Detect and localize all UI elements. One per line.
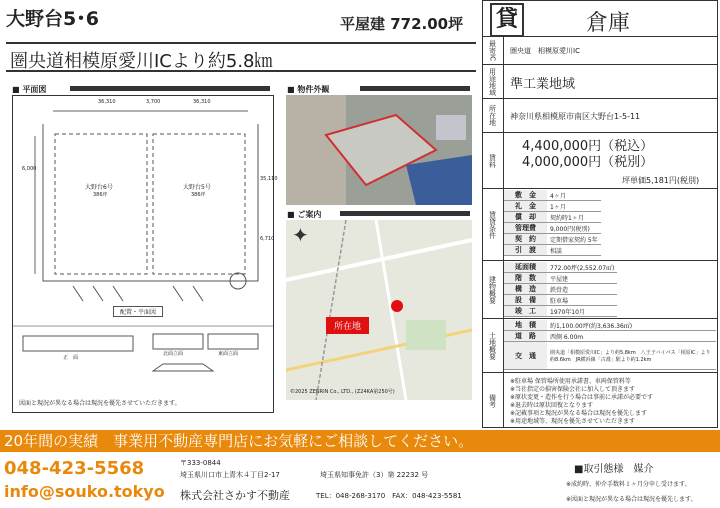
company-name: 株式会社さかす不動産 [180,489,290,502]
row-label: 所在地 [482,99,504,132]
row-ic [482,36,718,64]
floorplan-box [12,95,278,413]
headline-text: 圏央道相模原愛川ICより約5.8㎞ [10,51,273,72]
row-rent [482,132,718,188]
company-zip: 〒333-0844 [180,459,221,467]
elevation-north: 北面立面 [163,351,184,357]
rent-tax-incl: 4,400,000円（税込） [522,139,654,154]
building-table: 延面積 772.00坪(2,552.07㎡) 階 数 平屋建 構 造 鉄骨造 設 備 駐車場 竣 工 1970年10月 [504,262,617,317]
location-map [286,220,472,400]
svg-text:✦: ✦ [292,223,309,247]
unit-a-label: 大野台6号 [85,184,113,191]
land-table: 地 積 約1,100.00坪(約3,636.36㎡) 道 路 西側 6.00m 交 通 圏央道「相模原愛川IC」より約5.8km 八王子バイパス「相原IC」より約8.6km JR横浜線「古淵」駅より約1.2km [504,320,716,370]
row-zoning [482,64,718,98]
row-label: 建物概要 [482,261,504,318]
row-label: 賃貸条件 [482,189,504,260]
headline-bar [6,42,476,72]
map-copyright: ©2025 ZENRIN Co., LTD., (Z24KA第250号) [290,389,395,395]
dim-1: 36,310 [98,99,116,105]
unit-b-label: 大野台5号 [183,184,211,191]
company-address: 埼玉県川口市上青木４丁目2-17 [180,471,280,479]
remark-line: ※退去時は原状回復となります [510,402,594,409]
floorplan-heading: ■ 平面図 [12,85,47,94]
phone-number[interactable]: 048-423-5568 [4,458,145,479]
remark-line: ※記載事項と現況が異なる場合は現況を優先します [510,410,648,417]
property-kind: 倉庫 [586,11,631,36]
site-label: 配置・平面図 [113,306,163,317]
row-label: 備考 [482,373,504,428]
lease-badge: 貸 [490,3,524,37]
location-pin-icon[interactable] [391,300,403,312]
guide-heading: ■ ご案内 [287,210,322,219]
remark-line: ※駐車場 保管場所使用承諾書、車両保管料等 [510,378,631,385]
unit-b-area: 386坪 [191,192,206,198]
map-marker-label: 所在地 [326,317,369,334]
remark-line: ※用途地域等、現況を優先させていただきます [510,418,636,425]
section-rule [340,211,470,216]
aerial-photo-drawing [286,95,472,205]
row-value: 神奈川県相模原市南区大野台1-5-11 [510,112,641,121]
row-label: 用途地域 [482,65,504,98]
plan-note: 図面と現況が異なる場合は現況を優先させていただきます。 [19,400,181,407]
footer-banner: 20年間の実績 事業用不動産専門店にお気軽にご相談してください。 [0,430,720,452]
row-value: 圏央道 相模原愛川IC [510,47,580,55]
row-address [482,98,718,132]
email-address[interactable]: info@souko.tokyo [4,482,165,501]
floor-area: 平屋建 772.00坪 [340,15,464,33]
section-rule [360,86,470,91]
row-label: 最寄IC [482,37,504,64]
dim-left: 6,000 [22,166,37,172]
dim-3: 36,310 [193,99,211,105]
row-value: 準工業地域 [510,77,576,92]
elevation-east: 東面立面 [218,351,239,357]
exterior-heading: ■ 物件外観 [287,85,330,94]
unit-a-area: 386坪 [93,192,108,198]
floorplan-drawing [13,96,273,412]
dim-2: 3,700 [146,99,161,105]
tel-fax: TEL：048-268-3170 FAX：048-423-5581 [316,492,462,500]
rent-tax-excl: 4,000,000円（税別） [522,155,654,170]
row-remarks [482,372,718,428]
diff-note: ※図面と現況が異なる場合は現況を優先します。 [566,496,697,503]
fee-note: ※成約時、仲介手数料１ヶ月分申し受けます。 [566,481,691,488]
license-number: 埼玉県知事免許（3）第 22232 号 [320,471,429,479]
elevation-front: 正 面 [63,355,79,361]
exterior-photo [286,95,472,205]
section-rule [70,86,270,91]
rent-per-tsubo: 坪単価5,181円(税別) [622,176,700,185]
remark-line: ※当社指定の損害保険会社に加入して頂きます [510,386,636,393]
dim-right: 6,710 [260,236,275,242]
dim-side: 35,110 [260,176,278,182]
property-title: 大野台5･6 [6,8,99,30]
remark-line: ※原状変更・造作を行う場合は事前に承諾が必要です [510,394,654,401]
conditions-table: 敷 金 4ヶ月 礼 金 1ヶ月 償 却 契約時1ヶ月 管理費 9,000円(税別) 契 約 定期借家契約 5年 引 渡 相談 [504,190,601,256]
transaction-type: ■取引態様 媒介 [574,464,654,475]
map-drawing [286,220,472,400]
row-label: 土地概要 [482,319,504,372]
row-label: 賃料 [482,133,504,188]
